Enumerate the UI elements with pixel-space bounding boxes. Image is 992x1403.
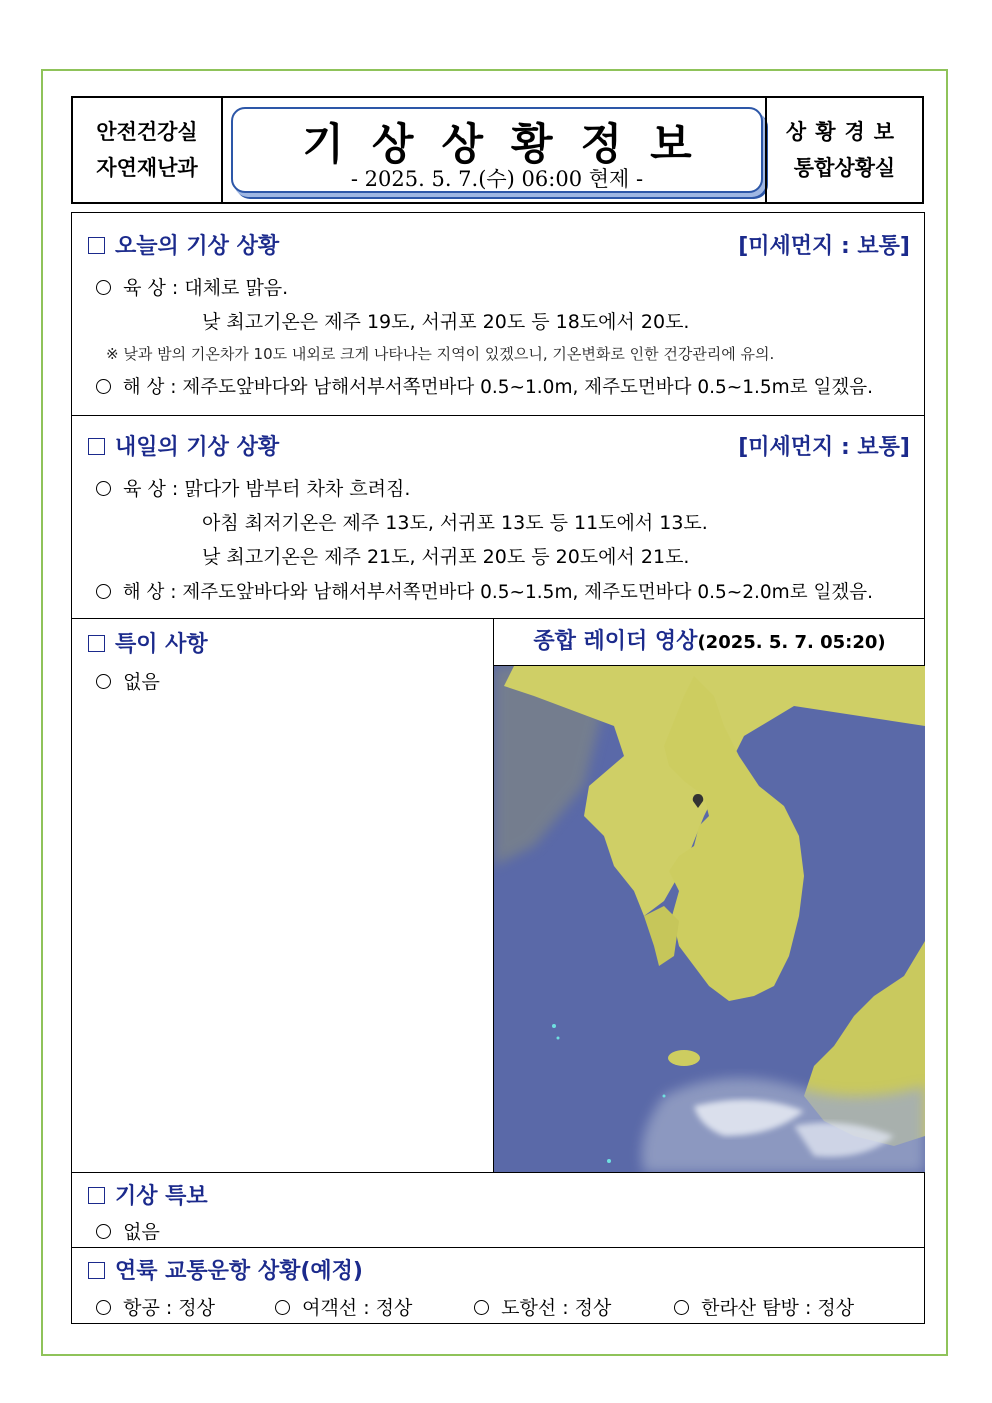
circle-bullet-icon [96, 379, 111, 394]
circle-bullet-icon [674, 1300, 689, 1315]
title-box [231, 107, 763, 193]
today-fine-dust: [미세먼지 : 보통] [738, 234, 910, 259]
office-line2: 통합상황실 [793, 156, 896, 180]
warning-heading: 기상 특보 [88, 1179, 208, 1210]
satellite-map [494, 666, 925, 1173]
radar-timestamp: (2025. 5. 7. 05:20) [697, 632, 886, 653]
department-block [73, 98, 223, 202]
checkbox-icon [88, 635, 105, 652]
special-heading: 특이 사항 [88, 627, 208, 658]
circle-bullet-icon [96, 1300, 111, 1315]
special-item: 없음 [96, 667, 160, 694]
warning-item: 없음 [96, 1217, 160, 1244]
today-land: 육 상 : 대체로 맑음. [96, 273, 288, 300]
report-datetime: - 2025. 5. 7.(수) 06:00 현제 - [350, 167, 644, 191]
circle-bullet-icon [96, 584, 111, 599]
circle-bullet-icon [474, 1300, 489, 1315]
today-heading: 오늘의 기상 상황 [88, 229, 279, 260]
today-note: ※ 낮과 밤의 기온차가 10도 내외로 크게 나타나는 지역이 있겠으니, 기온변화로 인한 건강관리에 유의. [106, 345, 775, 363]
tomorrow-land: 육 상 : 맑다가 밤부터 차차 흐려짐. [96, 474, 410, 501]
traffic-section [71, 1247, 925, 1324]
checkbox-icon [88, 237, 105, 254]
checkbox-icon [88, 438, 105, 455]
traffic-item-air: 항공 : 정상 [96, 1293, 215, 1320]
office-line1: 상황경보 [785, 120, 904, 144]
tomorrow-min-temp: 아침 최저기온은 제주 13도, 서귀포 13도 등 11도에서 13도. [202, 512, 708, 534]
circle-bullet-icon [96, 1224, 111, 1239]
tomorrow-section [71, 415, 925, 619]
today-section [71, 212, 925, 416]
warning-section [71, 1172, 925, 1248]
checkbox-icon [88, 1262, 105, 1279]
traffic-item-ferry: 여객선 : 정상 [275, 1293, 412, 1320]
today-max-temp: 낮 최고기온은 제주 19도, 서귀포 20도 등 18도에서 20도. [202, 311, 690, 333]
circle-bullet-icon [96, 280, 111, 295]
radar-image [493, 666, 925, 1173]
office-block [765, 98, 922, 202]
tomorrow-fine-dust: [미세먼지 : 보통] [738, 435, 910, 460]
document-header [71, 96, 924, 204]
checkbox-icon [88, 1187, 105, 1204]
circle-bullet-icon [96, 481, 111, 496]
department-line2: 자연재난과 [96, 156, 198, 180]
traffic-item-island-ferry: 도항선 : 정상 [474, 1293, 611, 1320]
department-line1: 안전건강실 [96, 120, 198, 144]
circle-bullet-icon [275, 1300, 290, 1315]
traffic-heading: 연륙 교통운항 상황(예정) [88, 1254, 363, 1285]
tomorrow-sea: 해 상 : 제주도앞바다와 남해서부서쪽먼바다 0.5~1.5m, 제주도먼바다 0.5~2.0m로 일겠음. [96, 578, 873, 604]
traffic-item-hallasan: 한라산 탐방 : 정상 [674, 1293, 854, 1320]
today-sea: 해 상 : 제주도앞바다와 남해서부서쪽먼바다 0.5~1.0m, 제주도먼바다 0.5~1.5m로 일겠음. [96, 373, 873, 399]
radar-header [493, 618, 925, 666]
tomorrow-heading: 내일의 기상 상황 [88, 430, 279, 461]
page-title: 기상상황정보 [302, 120, 720, 170]
circle-bullet-icon [96, 674, 111, 689]
radar-title: 종합 레이더 영상 [533, 629, 698, 654]
tomorrow-max-temp: 낮 최고기온은 제주 21도, 서귀포 20도 등 20도에서 21도. [202, 546, 690, 568]
